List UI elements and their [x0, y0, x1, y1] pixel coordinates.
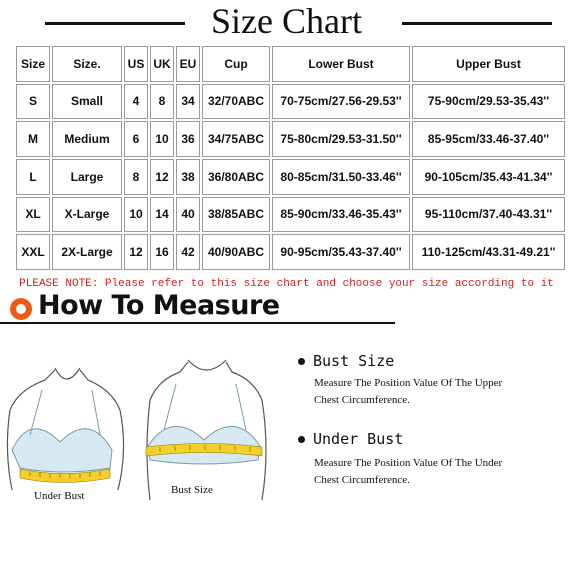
bust-size-title: Bust Size	[313, 352, 395, 370]
bullet-icon	[298, 436, 305, 443]
heading-rule	[0, 322, 395, 324]
desc-line: Chest Circumference.	[314, 394, 410, 406]
header-cell: Upper Bust	[412, 46, 565, 82]
table-cell: 34	[176, 84, 200, 120]
table-cell: L	[16, 159, 50, 195]
desc-line: Measure The Position Value Of The Under	[314, 457, 503, 469]
circle-icon	[10, 298, 32, 320]
under-bust-item	[298, 430, 403, 448]
table-cell: 8	[124, 159, 148, 195]
table-cell: 12	[150, 159, 174, 195]
table-cell: 75-80cm/29.53-31.50''	[272, 121, 410, 157]
header-cell: Lower Bust	[272, 46, 410, 82]
table-cell: 8	[150, 84, 174, 120]
table-row	[16, 159, 565, 195]
header-cell: Size.	[52, 46, 122, 82]
table-cell: X-Large	[52, 197, 122, 233]
table-row	[16, 121, 565, 157]
header-cell: Cup	[202, 46, 270, 82]
header-cell: UK	[150, 46, 174, 82]
bust-size-desc	[314, 375, 564, 409]
table-cell: 90-105cm/35.43-41.34''	[412, 159, 565, 195]
table-cell: 80-85cm/31.50-33.46''	[272, 159, 410, 195]
header-cell: US	[124, 46, 148, 82]
table-cell: 85-95cm/33.46-37.40''	[412, 121, 565, 157]
bust-size-item	[298, 352, 394, 370]
table-cell: 38	[176, 159, 200, 195]
table-cell: 34/75ABC	[202, 121, 270, 157]
torso-illustration	[0, 350, 290, 540]
table-cell: 16	[150, 234, 174, 270]
under-bust-title: Under Bust	[313, 430, 404, 448]
table-cell: 10	[124, 197, 148, 233]
header-cell: EU	[176, 46, 200, 82]
table-cell: 10	[150, 121, 174, 157]
table-cell: 85-90cm/33.46-35.43''	[272, 197, 410, 233]
table-header-row	[16, 46, 565, 82]
under-bust-desc	[314, 455, 564, 489]
table-cell: 110-125cm/43.31-49.21''	[412, 234, 565, 270]
table-cell: 36/80ABC	[202, 159, 270, 195]
desc-line: Measure The Position Value Of The Upper	[314, 377, 503, 389]
page-title: Size Chart	[0, 2, 573, 40]
table-cell: XL	[16, 197, 50, 233]
table-row	[16, 234, 565, 270]
table-cell: M	[16, 121, 50, 157]
table-cell: S	[16, 84, 50, 120]
table-row	[16, 84, 565, 120]
table-cell: 42	[176, 234, 200, 270]
header-cell: Size	[16, 46, 50, 82]
table-cell: 70-75cm/27.56-29.53''	[272, 84, 410, 120]
under-bust-label: Under Bust	[34, 490, 85, 502]
table-cell: 32/70ABC	[202, 84, 270, 120]
bust-size-label: Bust Size	[171, 484, 213, 496]
bullet-icon	[298, 358, 305, 365]
table-cell: 12	[124, 234, 148, 270]
table-cell: 6	[124, 121, 148, 157]
table-cell: 95-110cm/37.40-43.31''	[412, 197, 565, 233]
table-cell: XXL	[16, 234, 50, 270]
measure-illustration	[0, 350, 290, 540]
table-cell: 90-95cm/35.43-37.40''	[272, 234, 410, 270]
table-cell: 38/85ABC	[202, 197, 270, 233]
desc-line: Chest Circumference.	[314, 474, 410, 486]
size-table	[14, 44, 567, 272]
table-cell: 40	[176, 197, 200, 233]
table-cell: 75-90cm/29.53-35.43''	[412, 84, 565, 120]
title-row	[0, 0, 573, 42]
table-cell: 4	[124, 84, 148, 120]
size-note: PLEASE NOTE: Please refer to this size chart and choose your size according to it	[19, 278, 554, 290]
table-cell: 14	[150, 197, 174, 233]
table-cell: 36	[176, 121, 200, 157]
table-cell: Small	[52, 84, 122, 120]
how-to-measure-title: How To Measure	[38, 290, 280, 321]
table-cell: Large	[52, 159, 122, 195]
table-cell: 2X-Large	[52, 234, 122, 270]
table-cell: 40/90ABC	[202, 234, 270, 270]
table-cell: Medium	[52, 121, 122, 157]
table-row	[16, 197, 565, 233]
